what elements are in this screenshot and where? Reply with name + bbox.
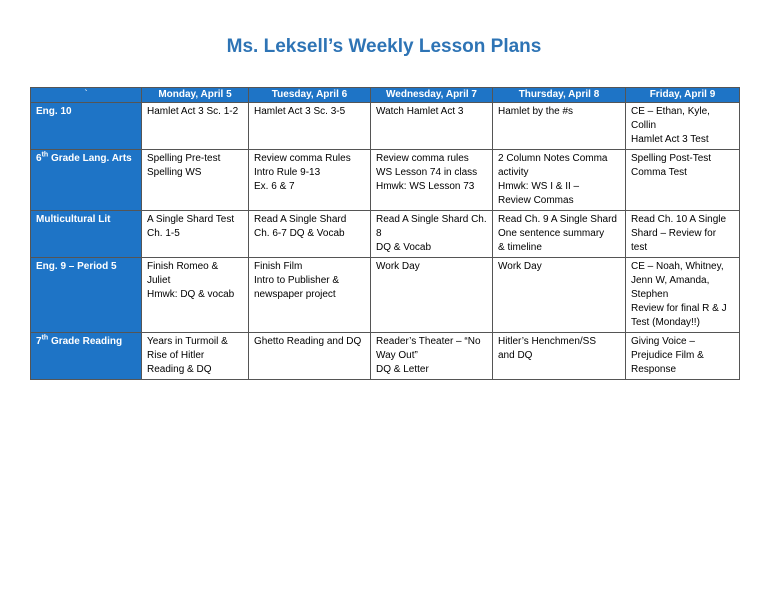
lesson-cell [371, 258, 493, 333]
table-row [31, 150, 740, 211]
lesson-text-line: Intro Rule 9-13 [254, 167, 321, 178]
lesson-text-line: Work Day [498, 261, 542, 272]
lesson-text-line: Hmwk: DQ & vocab [147, 289, 235, 300]
lesson-cell [371, 150, 493, 211]
lesson-text-line: Hamlet Act 3 Test [631, 134, 709, 145]
table-row [31, 258, 740, 333]
lesson-text-line: Stephen [631, 289, 669, 300]
lesson-text-line: Ch. 6-7 DQ & Vocab [254, 228, 345, 239]
lesson-text-line: Spelling Post-Test [631, 153, 712, 164]
lesson-text-line: Ch. 1-5 [147, 228, 180, 239]
lesson-text-line: Shard – Review for [631, 228, 717, 239]
lesson-text-line: & timeline [498, 242, 542, 253]
lesson-text-line: Juliet [147, 275, 171, 286]
lesson-cell [249, 103, 371, 150]
lesson-text-line: Ghetto Reading and DQ [254, 336, 362, 347]
lesson-text-line: Giving Voice – [631, 336, 695, 347]
lesson-text-line: Hmwk: WS I & II – [498, 181, 580, 192]
lesson-cell [626, 211, 740, 258]
lesson-text-line: Work Day [376, 261, 420, 272]
lesson-text-line: Hmwk: WS Lesson 73 [376, 181, 475, 192]
table-row [31, 333, 740, 380]
lesson-cell [493, 150, 626, 211]
lesson-cell [626, 103, 740, 150]
lesson-plan-table [30, 87, 740, 380]
lesson-text-line: Hitler’s Henchmen/SS [498, 336, 597, 347]
lesson-cell [371, 103, 493, 150]
lesson-cell [371, 211, 493, 258]
grade-number: 7 [36, 336, 42, 347]
lesson-text-line: Comma Test [631, 167, 687, 178]
lesson-cell [371, 333, 493, 380]
lesson-cell [249, 258, 371, 333]
class-label-text: Grade Reading [48, 336, 123, 347]
lesson-text-line: Read Ch. 9 A Single Shard [498, 214, 617, 225]
lesson-cell [626, 150, 740, 211]
lesson-text-line: Hamlet Act 3 Sc. 1-2 [147, 106, 239, 117]
lesson-text-line: Review comma rules [376, 153, 469, 164]
lesson-text-line: and DQ [498, 350, 533, 361]
lesson-cell [249, 150, 371, 211]
lesson-cell [142, 211, 249, 258]
class-label-cell: Multicultural Lit [31, 211, 142, 258]
lesson-text-line: DQ & Letter [376, 364, 429, 375]
lesson-cell [249, 211, 371, 258]
lesson-text-line: Rise of Hitler [147, 350, 205, 361]
lesson-cell [142, 103, 249, 150]
page-title: Ms. Leksell’s Weekly Lesson Plans [226, 36, 542, 57]
class-label-cell: Eng. 9 – Period 5 [31, 258, 142, 333]
ordinal-suffix: th [41, 334, 49, 342]
corner-header-cell: ` [31, 88, 142, 103]
lesson-cell [493, 258, 626, 333]
lesson-cell [142, 150, 249, 211]
lesson-text-line: Way Out” [376, 350, 418, 361]
lesson-text-line: CE – Noah, Whitney, [631, 261, 724, 272]
table-row [31, 103, 740, 150]
day-header-monday: Monday, April 5 [142, 88, 249, 103]
lesson-text-line: A Single Shard Test [147, 214, 235, 225]
lesson-text-line: Reading & DQ [147, 364, 212, 375]
class-label-text: Grade Lang. Arts [48, 153, 132, 164]
lesson-text-line: Spelling WS [147, 167, 202, 178]
lesson-text-line: 8 [376, 228, 382, 239]
day-header-wednesday: Wednesday, April 7 [371, 88, 493, 103]
lesson-text-line: 2 Column Notes Comma [498, 153, 608, 164]
lesson-text-line: Hamlet Act 3 Sc. 3-5 [254, 106, 346, 117]
day-header-friday: Friday, April 9 [626, 88, 740, 103]
grade-number: 6 [36, 153, 42, 164]
lesson-text-line: activity [498, 167, 529, 178]
lesson-cell [493, 333, 626, 380]
lesson-text-line: DQ & Vocab [376, 242, 432, 253]
lesson-text-line: Review Commas [498, 195, 574, 206]
lesson-cell [626, 333, 740, 380]
lesson-text-line: test [631, 242, 648, 253]
lesson-text-line: One sentence summary [498, 228, 605, 239]
lesson-text-line: Ex. 6 & 7 [254, 181, 295, 192]
day-header-thursday: Thursday, April 8 [493, 88, 626, 103]
class-label-cell [31, 333, 142, 380]
lesson-text-line: Read A Single Shard [254, 214, 347, 225]
lesson-text-line: Read A Single Shard Ch. [376, 214, 487, 225]
lesson-cell [626, 258, 740, 333]
day-header-tuesday: Tuesday, April 6 [249, 88, 371, 103]
lesson-text-line: Spelling Pre-test [147, 153, 221, 164]
class-label-cell [31, 150, 142, 211]
lesson-text-line: Read Ch. 10 A Single [631, 214, 727, 225]
class-label-cell: Eng. 10 [31, 103, 142, 150]
lesson-text-line: Finish Romeo & [147, 261, 219, 272]
lesson-text-line: WS Lesson 74 in class [376, 167, 478, 178]
lesson-text-line: Prejudice Film & [631, 350, 704, 361]
lesson-text-line: Review comma Rules [254, 153, 351, 164]
lesson-text-line: Hamlet by the #s [498, 106, 574, 117]
lesson-text-line: Finish Film [254, 261, 303, 272]
lesson-cell [493, 211, 626, 258]
lesson-cell [493, 103, 626, 150]
lesson-cell [142, 333, 249, 380]
lesson-text-line: Reader’s Theater – “No [376, 336, 481, 347]
ordinal-suffix: th [41, 151, 49, 159]
lesson-text-line: Intro to Publisher & [254, 275, 340, 286]
lesson-text-line: Years in Turmoil & [147, 336, 228, 347]
lesson-text-line: Review for final R & J [631, 303, 727, 314]
lesson-cell [142, 258, 249, 333]
lesson-text-line: newspaper project [254, 289, 336, 300]
header-row [31, 88, 740, 103]
lesson-text-line: Collin [631, 120, 657, 131]
lesson-text-line: Watch Hamlet Act 3 [376, 106, 464, 117]
lesson-cell [249, 333, 371, 380]
lesson-text-line: CE – Ethan, Kyle, [631, 106, 710, 117]
lesson-text-line: Test (Monday!!) [631, 317, 700, 328]
lesson-text-line: Jenn W, Amanda, [631, 275, 710, 286]
table-row [31, 211, 740, 258]
lesson-text-line: Response [631, 364, 677, 375]
